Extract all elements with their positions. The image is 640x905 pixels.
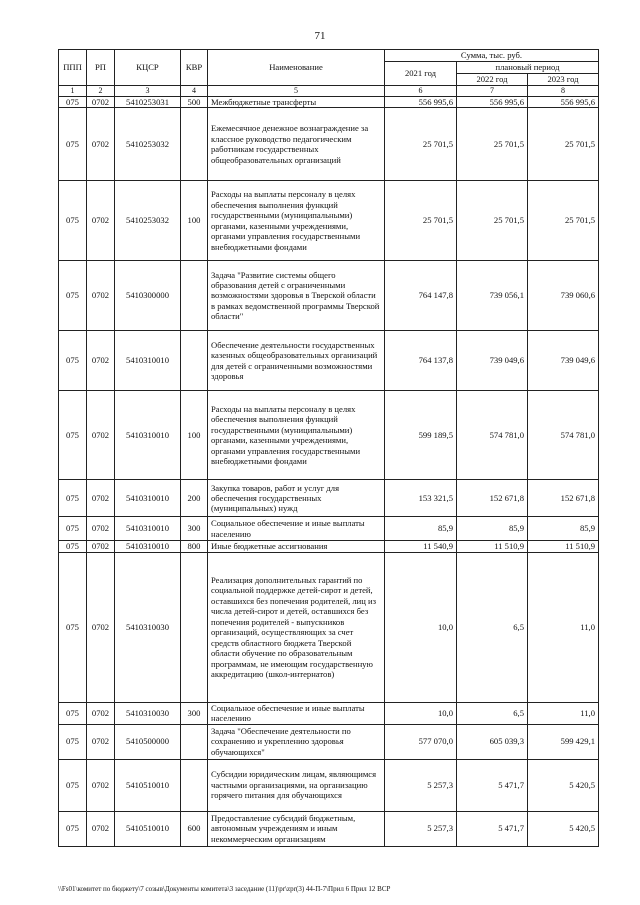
cell-ppp: 075 — [59, 552, 87, 702]
table-row — [59, 261, 599, 331]
cell-amount-2021: 25 701,5 — [385, 181, 457, 261]
column-number: 5 — [208, 86, 385, 97]
cell-rp: 0702 — [87, 261, 115, 331]
cell-amount-2021: 5 257,3 — [385, 811, 457, 846]
cell-rp: 0702 — [87, 811, 115, 846]
cell-kcsr: 5410310030 — [115, 552, 181, 702]
cell-amount-2022: 556 995,6 — [457, 96, 528, 107]
cell-kcsr: 5410510010 — [115, 811, 181, 846]
cell-kcsr: 5410310030 — [115, 702, 181, 724]
cell-amount-2023: 5 420,5 — [528, 811, 599, 846]
cell-ppp: 075 — [59, 724, 87, 759]
header-2022: 2022 год — [457, 74, 528, 86]
cell-amount-2021: 764 137,8 — [385, 331, 457, 391]
cell-rp: 0702 — [87, 702, 115, 724]
cell-kvr — [181, 108, 208, 181]
cell-name: Задача "Развитие системы общего образования детей с ограниченными возможностями здоровья в Тверской области в рамках ведомственной программы Тверской области" — [208, 261, 385, 331]
cell-ppp: 075 — [59, 702, 87, 724]
cell-kvr — [181, 759, 208, 811]
cell-amount-2021: 5 257,3 — [385, 759, 457, 811]
cell-amount-2022: 11 510,9 — [457, 541, 528, 552]
cell-rp: 0702 — [87, 552, 115, 702]
cell-kvr: 500 — [181, 96, 208, 107]
cell-amount-2023: 599 429,1 — [528, 724, 599, 759]
cell-name: Межбюджетные трансферты — [208, 96, 385, 107]
cell-amount-2022: 5 471,7 — [457, 811, 528, 846]
cell-rp: 0702 — [87, 108, 115, 181]
cell-amount-2023: 556 995,6 — [528, 96, 599, 107]
header-sum: Сумма, тыс. руб. — [385, 50, 599, 62]
cell-amount-2022: 25 701,5 — [457, 108, 528, 181]
column-number: 2 — [87, 86, 115, 97]
table-row — [59, 541, 599, 552]
cell-amount-2022: 739 049,6 — [457, 331, 528, 391]
cell-rp: 0702 — [87, 391, 115, 480]
cell-ppp: 075 — [59, 331, 87, 391]
cell-amount-2021: 10,0 — [385, 702, 457, 724]
cell-amount-2023: 574 781,0 — [528, 391, 599, 480]
cell-amount-2021: 556 995,6 — [385, 96, 457, 107]
cell-kcsr: 5410310010 — [115, 517, 181, 541]
cell-amount-2021: 85,9 — [385, 517, 457, 541]
table-row — [59, 480, 599, 517]
cell-ppp: 075 — [59, 541, 87, 552]
table-row — [59, 759, 599, 811]
cell-amount-2023: 85,9 — [528, 517, 599, 541]
cell-amount-2022: 739 056,1 — [457, 261, 528, 331]
cell-amount-2023: 11 510,9 — [528, 541, 599, 552]
cell-amount-2022: 152 671,8 — [457, 480, 528, 517]
header-planned-period: плановый период — [457, 62, 599, 74]
table-header — [59, 50, 599, 97]
cell-name: Расходы на выплаты персоналу в целях обеспечения выполнения функций государственными (муниципальными) органами, казенными учреждениями, органами управления государственными внебюджетными фондами — [208, 391, 385, 480]
cell-name: Предоставление субсидий бюджетным, автономным учреждениям и иным некоммерческим организациям — [208, 811, 385, 846]
header-ppp: ППП — [59, 50, 87, 86]
cell-amount-2021: 577 070,0 — [385, 724, 457, 759]
cell-name: Реализация дополнительных гарантий по социальной поддержке детей-сирот и детей, оставшихся без попечения родителей, лиц из числа детей-сирот и детей, оставшихся без попечения родителей - выпускников организаций, осуществляющих за счет средств областного бюджета Тверской области обучение по образовательным программам, не имеющим государственную аккредитацию (школ-интернатов) — [208, 552, 385, 702]
cell-ppp: 075 — [59, 96, 87, 107]
cell-name: Социальное обеспечение и иные выплаты населению — [208, 517, 385, 541]
cell-amount-2023: 11,0 — [528, 552, 599, 702]
cell-name: Социальное обеспечение и иные выплаты населению — [208, 702, 385, 724]
cell-amount-2021: 11 540,9 — [385, 541, 457, 552]
cell-kvr — [181, 261, 208, 331]
cell-kvr — [181, 552, 208, 702]
table-body — [59, 96, 599, 846]
cell-amount-2021: 153 321,5 — [385, 480, 457, 517]
cell-name: Ежемесячное денежное вознаграждение за классное руководство педагогическим работникам государственных общеобразовательных организаций — [208, 108, 385, 181]
cell-ppp: 075 — [59, 108, 87, 181]
table-row — [59, 811, 599, 846]
header-kcsr: КЦСР — [115, 50, 181, 86]
cell-kcsr: 5410300000 — [115, 261, 181, 331]
cell-ppp: 075 — [59, 517, 87, 541]
cell-kcsr: 5410510010 — [115, 759, 181, 811]
cell-kcsr: 5410310010 — [115, 480, 181, 517]
cell-kvr: 800 — [181, 541, 208, 552]
column-number: 1 — [59, 86, 87, 97]
cell-kvr — [181, 331, 208, 391]
cell-amount-2021: 10,0 — [385, 552, 457, 702]
cell-kvr: 300 — [181, 702, 208, 724]
cell-name: Обеспечение деятельности государственных казенных общеобразовательных организаций для детей с ограниченными возможностями здоровья — [208, 331, 385, 391]
cell-name: Задача "Обеспечение деятельности по сохранению и укреплению здоровья обучающихся" — [208, 724, 385, 759]
cell-kvr: 200 — [181, 480, 208, 517]
cell-rp: 0702 — [87, 517, 115, 541]
table-row — [59, 181, 599, 261]
cell-ppp: 075 — [59, 391, 87, 480]
header-name: Наименование — [208, 50, 385, 86]
cell-amount-2021: 25 701,5 — [385, 108, 457, 181]
cell-amount-2023: 739 049,6 — [528, 331, 599, 391]
cell-rp: 0702 — [87, 331, 115, 391]
page-number: 71 — [314, 30, 326, 42]
cell-name: Иные бюджетные ассигнования — [208, 541, 385, 552]
cell-amount-2022: 5 471,7 — [457, 759, 528, 811]
cell-ppp: 075 — [59, 261, 87, 331]
cell-kvr: 100 — [181, 181, 208, 261]
cell-amount-2022: 6,5 — [457, 552, 528, 702]
cell-amount-2023: 739 060,6 — [528, 261, 599, 331]
budget-table — [58, 49, 599, 847]
cell-amount-2023: 25 701,5 — [528, 108, 599, 181]
cell-name: Субсидии юридическим лицам, являющимся частными организациями, на организацию горячего питания для обучающихся — [208, 759, 385, 811]
table-row — [59, 331, 599, 391]
cell-amount-2022: 605 039,3 — [457, 724, 528, 759]
cell-kcsr: 5410310010 — [115, 331, 181, 391]
cell-kvr — [181, 724, 208, 759]
column-number: 8 — [528, 86, 599, 97]
cell-ppp: 075 — [59, 759, 87, 811]
table-row — [59, 517, 599, 541]
footer-file-path: \\Fs01\комитет по бюджету\7 созыв\Документы комитета\3 заседание (11)\pr\zpr(3) 44-П-7\Прил 6 Прил 12 ВСР — [58, 885, 391, 893]
cell-name: Расходы на выплаты персоналу в целях обеспечения выполнения функций государственными (муниципальными) органами, казенными учреждениями, органами управления государственными внебюджетными фондами — [208, 181, 385, 261]
header-rp: РП — [87, 50, 115, 86]
cell-rp: 0702 — [87, 181, 115, 261]
cell-amount-2022: 6,5 — [457, 702, 528, 724]
column-number: 7 — [457, 86, 528, 97]
cell-name: Закупка товаров, работ и услуг для обеспечения государственных (муниципальных) нужд — [208, 480, 385, 517]
header-2021: 2021 год — [385, 62, 457, 86]
cell-kcsr: 5410310010 — [115, 391, 181, 480]
cell-rp: 0702 — [87, 724, 115, 759]
cell-rp: 0702 — [87, 96, 115, 107]
table-row — [59, 391, 599, 480]
cell-ppp: 075 — [59, 811, 87, 846]
cell-kcsr: 5410253031 — [115, 96, 181, 107]
table-row — [59, 552, 599, 702]
table-row — [59, 724, 599, 759]
cell-amount-2021: 764 147,8 — [385, 261, 457, 331]
header-kvr: КВР — [181, 50, 208, 86]
cell-rp: 0702 — [87, 541, 115, 552]
table-row — [59, 108, 599, 181]
cell-kcsr: 5410253032 — [115, 108, 181, 181]
table-row — [59, 702, 599, 724]
cell-kcsr: 5410310010 — [115, 541, 181, 552]
header-2023: 2023 год — [528, 74, 599, 86]
cell-amount-2021: 599 189,5 — [385, 391, 457, 480]
column-number: 4 — [181, 86, 208, 97]
cell-amount-2023: 25 701,5 — [528, 181, 599, 261]
cell-ppp: 075 — [59, 181, 87, 261]
table-row — [59, 96, 599, 107]
cell-kvr: 300 — [181, 517, 208, 541]
cell-kvr: 100 — [181, 391, 208, 480]
cell-rp: 0702 — [87, 759, 115, 811]
cell-kvr: 600 — [181, 811, 208, 846]
cell-amount-2023: 5 420,5 — [528, 759, 599, 811]
cell-amount-2022: 574 781,0 — [457, 391, 528, 480]
column-number-row — [59, 86, 599, 97]
cell-ppp: 075 — [59, 480, 87, 517]
cell-amount-2022: 25 701,5 — [457, 181, 528, 261]
cell-kcsr: 5410253032 — [115, 181, 181, 261]
column-number: 3 — [115, 86, 181, 97]
cell-amount-2023: 11,0 — [528, 702, 599, 724]
cell-amount-2022: 85,9 — [457, 517, 528, 541]
cell-kcsr: 5410500000 — [115, 724, 181, 759]
cell-rp: 0702 — [87, 480, 115, 517]
column-number: 6 — [385, 86, 457, 97]
cell-amount-2023: 152 671,8 — [528, 480, 599, 517]
